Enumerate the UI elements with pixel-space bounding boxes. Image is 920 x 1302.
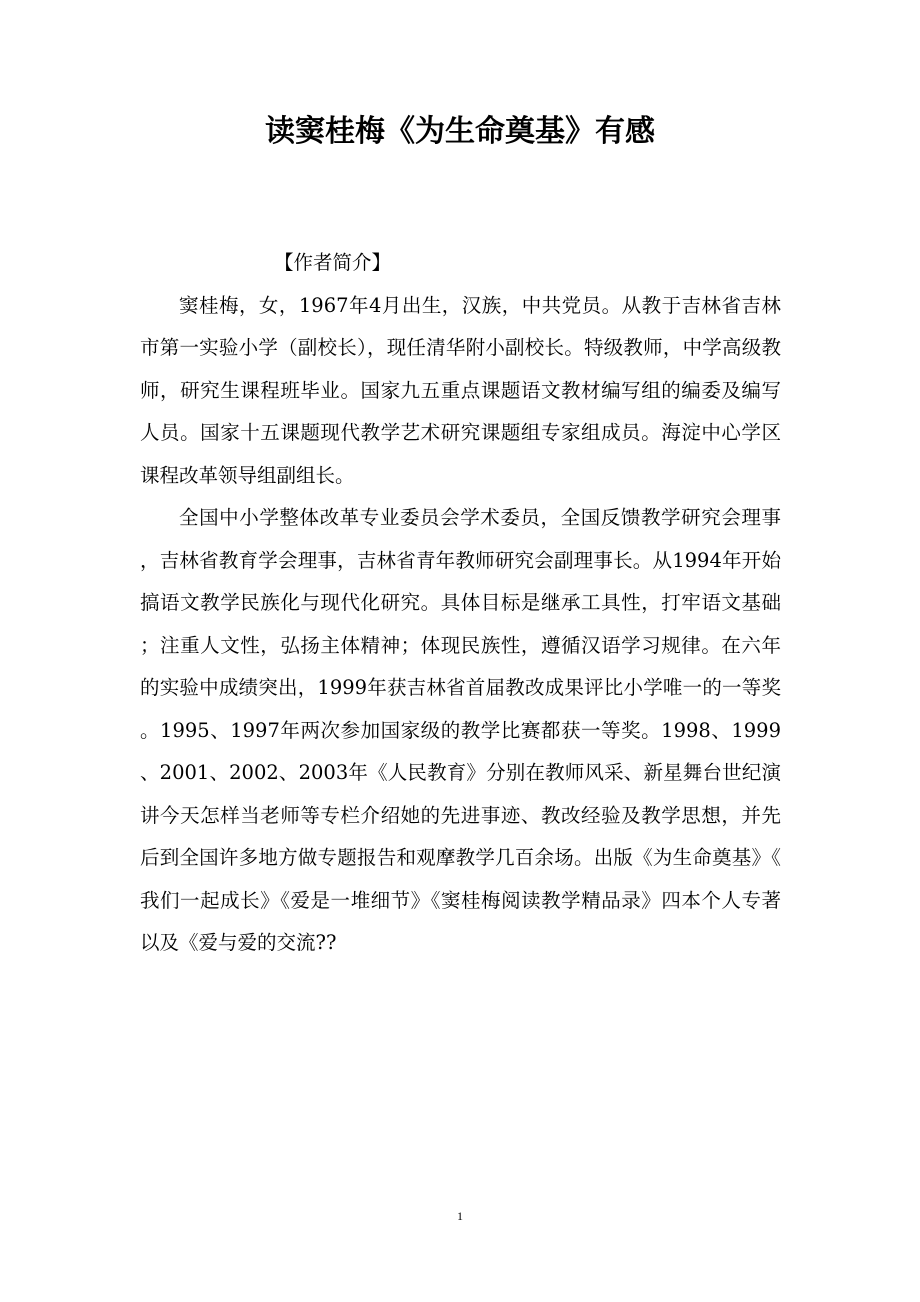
- document-title: 读窦桂梅《为生命奠基》有感: [265, 114, 655, 149]
- paragraph-2: 全国中小学整体改革专业委员会学术委员，全国反馈教学研究会理事，吉林省教育学会理事，吉林省青年教师研究会副理事长。从1994年开始搞语文教学民族化与现代化研究。具体目标是继承工具性，打牢语文基础；注重人文性，弘扬主体精神；体现民族性，遵循汉语学习规律。在六年的实验中成绩突出，1999年获吉林省首届教改成果评比小学唯一的一等奖。1995、1997年两次参加国家级的教学比赛都获一等奖。1998、1999、2001、2002、2003年《人民教育》分别在教师风采、新星舞台世纪演讲今天怎样当老师等专栏介绍她的先进事迹、教改经验及教学思想，并先后到全国许多地方做专题报告和观摩教学几百余场。出版《为生命奠基》《我们一起成长》《爱是一堆细节》《窦桂梅阅读教学精品录》四本个人专著以及《爱与爱的交流??: [140, 506, 781, 954]
- document-body: [140, 242, 781, 965]
- page-number: 1: [457, 1209, 463, 1223]
- section-heading-author-intro: 【作者简介】: [274, 251, 392, 274]
- paragraph-1: 窦桂梅，女，1967年4月出生，汉族，中共党员。从教于吉林省吉林市第一实验小学（副校长），现任清华附小副校长。特级教师，中学高级教师，研究生课程班毕业。国家九五重点课题语文教材编写组的编委及编写人员。国家十五课题现代教学艺术研究课题组专家组成员。海淀中心学区课程改革领导组副组长。: [140, 293, 781, 487]
